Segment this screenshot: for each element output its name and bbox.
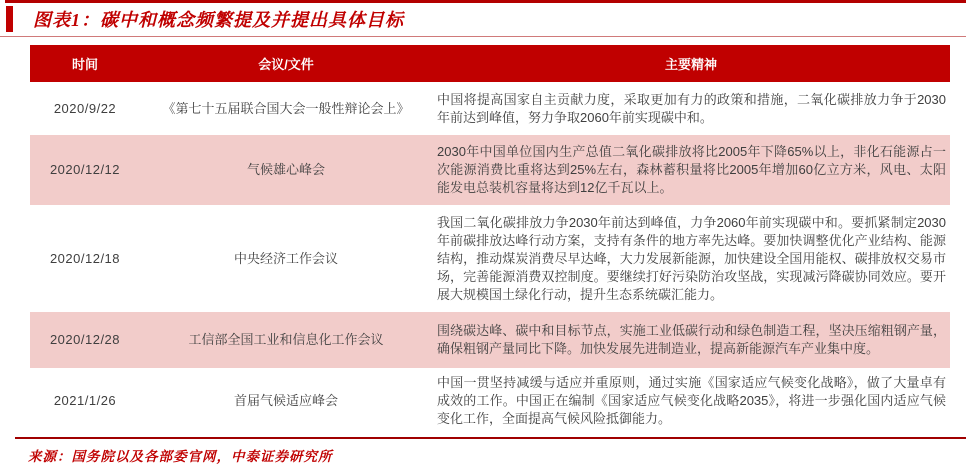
- cell-spirit: 中国一贯坚持减缓与适应并重原则，通过实施《国家适应气候变化战略》，做了大量卓有成效的工作。中国正在编制《国家适应气候变化战略2035》，将进一步强化国内适应气候变化工作，全面提高气候风险抵御能力。: [437, 375, 946, 426]
- cell-date: 2020/9/22: [53, 100, 117, 116]
- cell-meeting: 首届气候适应峰会: [233, 393, 338, 408]
- column-header-date: 时间: [30, 45, 140, 82]
- cell-spirit: 围绕碳达峰、碳中和目标节点，实施工业低碳行动和绿色制造工程，坚决压缩粗钢产量，确保粗钢产量同比下降。加快发展先进制造业，提高新能源汽车产业集中度。: [432, 312, 950, 368]
- cell-meeting: 气候雄心峰会: [140, 135, 432, 205]
- table-row: [30, 205, 950, 312]
- figure-title-row: [6, 6, 966, 32]
- cell-meeting: 中央经济工作会议: [233, 250, 338, 266]
- table-row: [30, 82, 950, 135]
- column-header-spirit: 主要精神: [432, 45, 950, 82]
- column-header-meeting: 会议/文件: [140, 45, 432, 82]
- cell-date: 2020/12/12: [30, 135, 140, 205]
- table-header-row: [30, 45, 950, 82]
- cell-spirit: 中国将提高国家自主贡献力度，采取更加有力的政策和措施，二氧化碳排放力争于2030年前达到峰值，努力争取2060年前实现碳中和。: [437, 91, 946, 125]
- cell-spirit: 2030年中国单位国内生产总值二氧化碳排放将比2005年下降65%以上，非化石能源占一次能源消费比重将达到25%左右，森林蓄积量将比2005年增加60亿立方米，风电、太阳能发电总装机容量将达到12亿千瓦以上。: [432, 135, 950, 205]
- bottom-divider: [15, 437, 966, 439]
- cell-date: 2020/12/28: [30, 312, 140, 368]
- cell-date: 2020/12/18: [49, 250, 121, 266]
- table-row: [30, 368, 950, 434]
- cell-meeting: 工信部全国工业和信息化工作会议: [140, 312, 432, 368]
- cell-date: 2021/1/26: [53, 393, 117, 408]
- figure-title: 图表1：碳中和概念频繁提及并提出具体目标: [33, 10, 404, 30]
- source-note: 来源：国务院以及各部委官网，中泰证券研究所: [28, 449, 333, 464]
- cell-meeting: 《第七十五届联合国大会一般性辩论会上》: [162, 100, 410, 116]
- table-row: [30, 312, 950, 368]
- title-accent-bar: [6, 6, 13, 32]
- cell-spirit: 我国二氧化碳排放力争2030年前达到峰值，力争2060年前实现碳中和。要抓紧制定2030年前碳排放达峰行动方案，支持有条件的地方率先达峰。要加快调整优化产业结构、能源结构，推动煤炭消费尽早达峰，大力发展新能源，加快建设全国用能权、碳排放权交易市场，完善能源消费双控制度。要继续打好污染防治攻坚战，实现减污降碳协同效应。要开展大规模国土绿化行动，提升生态系统碳汇能力。: [437, 214, 946, 302]
- title-underline: [0, 36, 966, 37]
- table-row: [30, 135, 950, 205]
- policy-table: [30, 45, 950, 434]
- top-divider: [5, 0, 966, 3]
